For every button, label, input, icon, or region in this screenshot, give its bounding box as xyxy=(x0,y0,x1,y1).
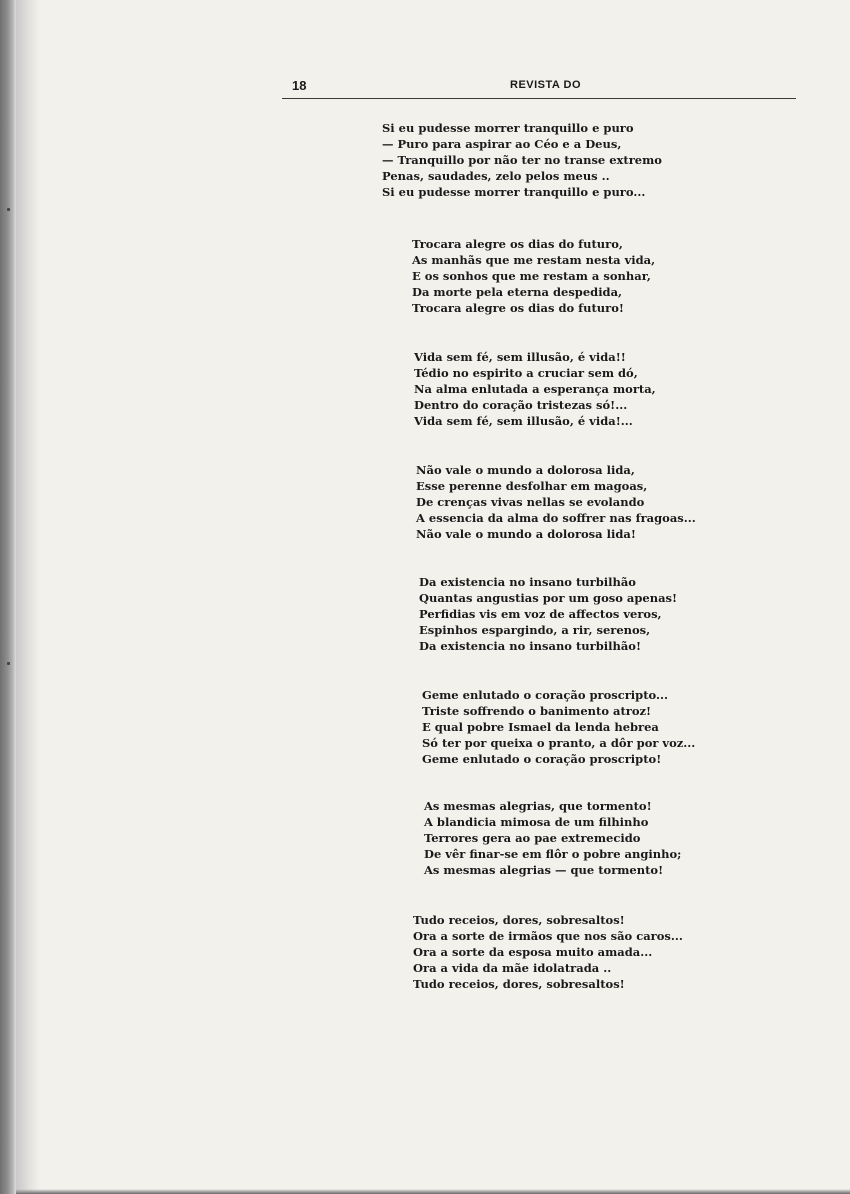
header-rule xyxy=(282,98,796,99)
verse-line: E qual pobre Ismael da lenda hebrea xyxy=(422,720,659,734)
verse-line: — Tranquillo por não ter no transe extremo xyxy=(382,153,662,167)
verse-line: E os sonhos que me restam a sonhar, xyxy=(412,269,651,283)
verse-line: As mesmas alegrias — que tormento! xyxy=(424,863,664,877)
verse-line: Dentro do coração tristezas só!... xyxy=(414,398,628,412)
verse-line: Trocara alegre os dias do futuro! xyxy=(412,301,624,315)
verse-line: Não vale o mundo a dolorosa lida, xyxy=(416,463,635,477)
verse-line: Perfidias vis em voz de affectos veros, xyxy=(419,607,662,621)
stanza xyxy=(382,120,662,200)
verse-line: Da existencia no insano turbilhão xyxy=(419,575,636,589)
verse-line: As manhãs que me restam nesta vida, xyxy=(412,253,656,267)
gutter-shadow xyxy=(16,0,40,1194)
verse-line: Da morte pela eterna despedida, xyxy=(412,285,623,299)
stanza xyxy=(419,574,677,654)
stanza xyxy=(422,687,695,767)
verse-line: A essencia da alma do soffrer nas fragoas... xyxy=(416,511,696,525)
verse-line: Penas, saudades, zelo pelos meus .. xyxy=(382,169,610,183)
scan-speck xyxy=(7,208,10,211)
stanza xyxy=(424,798,681,878)
verse-line: Terrores gera ao pae extremecido xyxy=(424,831,641,845)
verse-line: Ora a sorte da esposa muito amada... xyxy=(413,945,653,959)
running-title: REVISTA DO xyxy=(510,79,582,91)
verse-line: Ora a vida da mãe idolatrada .. xyxy=(413,961,612,975)
verse-line: Quantas angustias por um goso apenas! xyxy=(419,591,678,605)
verse-line: De crenças vivas nellas se evolando xyxy=(416,495,645,509)
verse-line: Esse perenne desfolhar em magoas, xyxy=(416,479,648,493)
stanza xyxy=(414,349,656,429)
verse-line: Si eu pudesse morrer tranquillo e puro xyxy=(382,121,634,135)
scan-speck xyxy=(7,662,10,665)
verse-line: Espinhos espargindo, a rir, serenos, xyxy=(419,623,651,637)
book-binding-edge xyxy=(0,0,16,1194)
verse-line: Vida sem fé, sem illusão, é vida!... xyxy=(414,414,633,428)
verse-line: Trocara alegre os dias do futuro, xyxy=(412,237,623,251)
verse-line: Geme enlutado o coração proscripto! xyxy=(422,752,662,766)
verse-line: Geme enlutado o coração proscripto... xyxy=(422,688,669,702)
verse-line: Triste soffrendo o banimento atroz! xyxy=(422,704,652,718)
stanza xyxy=(412,236,655,316)
verse-line: Só ter por queixa o pranto, a dôr por voz... xyxy=(422,736,696,750)
stanza xyxy=(413,912,683,992)
verse-line: Ora a sorte de irmãos que nos são caros... xyxy=(413,929,683,943)
verse-line: — Puro para aspirar ao Céo e a Deus, xyxy=(382,137,622,151)
verse-line: A blandicia mimosa de um filhinho xyxy=(424,815,649,829)
verse-line: Na alma enlutada a esperança morta, xyxy=(414,382,656,396)
verse-line: Não vale o mundo a dolorosa lida! xyxy=(416,527,636,541)
verse-line: Da existencia no insano turbilhão! xyxy=(419,639,642,653)
verse-line: Tédio no espirito a cruciar sem dó, xyxy=(414,366,638,380)
verse-line: As mesmas alegrias, que tormento! xyxy=(424,799,652,813)
verse-line: Vida sem fé, sem illusão, é vida!! xyxy=(414,350,626,364)
verse-line: Si eu pudesse morrer tranquillo e puro... xyxy=(382,185,646,199)
page-header xyxy=(290,78,796,100)
page-bottom-edge xyxy=(16,1189,850,1194)
verse-line: Tudo receios, dores, sobresaltos! xyxy=(413,977,625,991)
verse-line: De vêr finar-se em flôr o pobre anginho; xyxy=(424,847,682,861)
page-number: 18 xyxy=(292,78,307,93)
verse-line: Tudo receios, dores, sobresaltos! xyxy=(413,913,625,927)
stanza xyxy=(416,462,696,542)
